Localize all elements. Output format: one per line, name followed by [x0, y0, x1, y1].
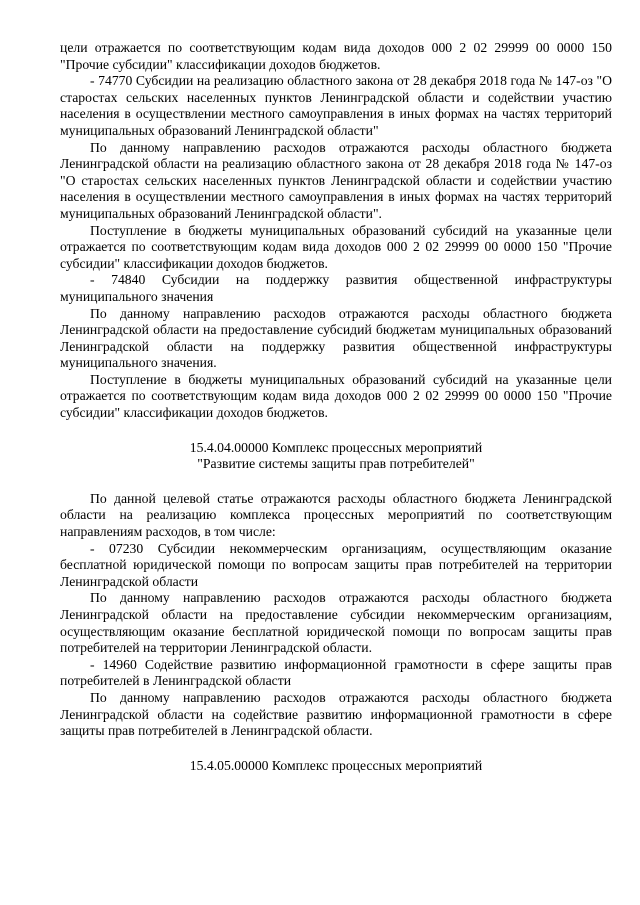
- spacer: [60, 473, 612, 491]
- section-heading-line-1: 15.4.05.00000 Комплекс процессных мероприятий: [189, 757, 483, 773]
- paragraph: По данному направлению расходов отражаются расходы областного бюджета Ленинградской области на предоставление субсидий бюджетам муниципальных образований Ленинградской области на поддержку развития общественной инфраструктуры муниципального значения.: [60, 305, 612, 371]
- paragraph: Поступление в бюджеты муниципальных образований субсидий на указанные цели отражается по соответствующим кодам вида доходов 000 2 02 29999 00 0000 150 "Прочие субсидии" классификации доходов бюджетов.: [60, 222, 612, 271]
- paragraph: По данному направлению расходов отражаются расходы областного бюджета Ленинградской области на содействие развитию информационной грамотности в сфере защиты прав потребителей в Ленинградской области.: [60, 689, 612, 739]
- section-heading-line-2: "Развитие системы защиты прав потребителей": [197, 456, 475, 472]
- paragraph: - 14960 Содействие развитию информационной грамотности в сфере защиты прав потребителей в Ленинградской области: [60, 656, 612, 689]
- paragraph: - 74840 Субсидии на поддержку развития общественной инфраструктуры муниципального значения: [60, 272, 612, 304]
- paragraph: Поступление в бюджеты муниципальных образований субсидий на указанные цели отражается по соответствующим кодам вида доходов 000 2 02 29999 00 0000 150 "Прочие субсидии" классификации доходов бюджетов.: [60, 371, 612, 421]
- paragraph: цели отражается по соответствующим кодам вида доходов 000 2 02 29999 00 0000 150 "Прочие субсидии" классификации доходов бюджетов.: [60, 40, 612, 72]
- spacer: [60, 422, 612, 440]
- paragraph: По данному направлению расходов отражаются расходы областного бюджета Ленинградской области на реализацию областного закона от 28 декабря 2018 года № 147-оз "О старостах сельских населенных пунктов Ленинградской области и содействии участию населения в осуществлении местного самоуправления в иных формах на частях территорий муниципальных образований Ленинградской области".: [60, 139, 612, 221]
- spacer: [60, 740, 612, 758]
- paragraph: - 07230 Субсидии некоммерческим организациям, осуществляющим оказание бесплатной юридической помощи по вопросам защиты прав потребителей на территории Ленинградской области: [60, 540, 612, 589]
- paragraph: По данной целевой статье отражаются расходы областного бюджета Ленинградской области на реализацию комплекса процессных мероприятий по соответствующим направлениям расходов, в том числе:: [60, 490, 612, 540]
- paragraph: По данному направлению расходов отражаются расходы областного бюджета Ленинградской области на предоставление субсидии некоммерческим организациям, осуществляющим оказание бесплатной юридической помощи по вопросам защиты прав потребителей на территории Ленинградской области.: [60, 590, 612, 656]
- paragraph: - 74770 Субсидии на реализацию областного закона от 28 декабря 2018 года № 147-оз "О старостах сельских населенных пунктов Ленинградской области и содействии участию населения в осуществлении местного самоуправления в иных формах на частях территорий муниципальных образований Ленинградской области": [60, 73, 612, 138]
- document-page: [60, 40, 612, 774]
- section-heading-line-1: 15.4.04.00000 Комплекс процессных мероприятий: [189, 439, 483, 455]
- section-heading: [60, 440, 612, 473]
